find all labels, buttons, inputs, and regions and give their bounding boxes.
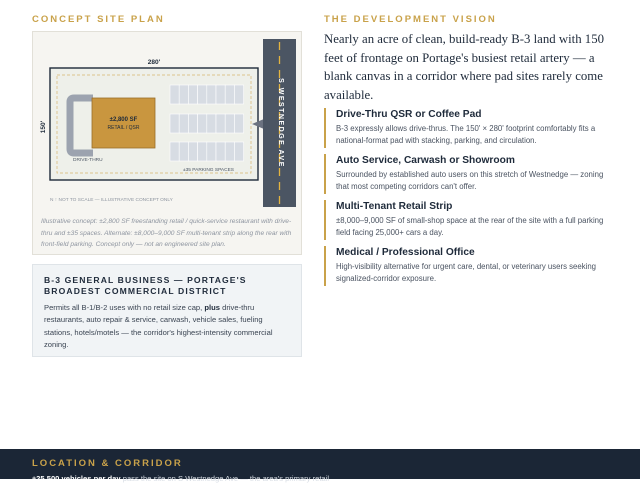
use-desc: ±8,000–9,000 SF of small-shop space at the rear of the site with a full parking field facing 25,000+ cars a day. [336, 216, 604, 238]
parking-stall [179, 142, 188, 161]
parking-stall [234, 142, 243, 161]
use-desc: Surrounded by established auto users on this stretch of Westnedge — zoning that most competing corridors can't offer. [336, 170, 604, 192]
use-item-retail-strip [324, 200, 614, 240]
location-section [0, 449, 640, 483]
parking-stall [188, 114, 197, 133]
building-footprint [92, 98, 155, 148]
parking-stall [179, 114, 188, 133]
parking-stall [179, 85, 188, 104]
use-item-qsr [324, 108, 614, 148]
parking-label: ±35 PARKING SPACES [183, 168, 234, 173]
location-text-rest: pass the site on S Westnedge Ave — the area's primary retail [120, 474, 330, 483]
street-name: S WESTNEDGE AVE [277, 78, 284, 168]
parking-stall [225, 142, 234, 161]
parking-stall [225, 114, 234, 133]
zoning-body [44, 302, 290, 352]
zoning-title: B-3 GENERAL BUSINESS — PORTAGE'S BROADEST COMMERCIAL DISTRICT [44, 275, 247, 296]
use-item-auto [324, 154, 614, 194]
traffic-count: ±25,500 vehicles per day [32, 474, 121, 483]
use-title: Multi-Tenant Retail Strip [336, 201, 453, 212]
parking-stall [188, 142, 197, 161]
parking-stall [234, 114, 243, 133]
use-title: Auto Service, Carwash or Showroom [336, 155, 515, 166]
use-title: Medical / Professional Office [336, 247, 475, 258]
zoning-body-post: drive-thru restaurants, auto repair & service, carwash, vehicle sales, fueling stations, hotels/motels — the corridor's highest-intensity commercial zoning. [44, 303, 273, 350]
parking-stall [216, 142, 225, 161]
parking-stall [234, 85, 243, 104]
site-plan-card [32, 31, 302, 255]
vision-eyebrow: THE DEVELOPMENT VISION [324, 14, 497, 25]
parking-stall [198, 114, 207, 133]
use-desc: B-3 expressly allows drive-thrus. The 150' × 280' footprint comfortably fits a national-format pad with stacking, parking, and circulation. [336, 124, 596, 146]
location-eyebrow: LOCATION & CORRIDOR [32, 458, 183, 469]
parking-stall [216, 114, 225, 133]
parking-stall [225, 85, 234, 104]
parking-stall [170, 142, 179, 161]
use-desc: High-visibility alternative for urgent care, dental, or veterinary users seeking signalized-corridor exposure. [336, 262, 597, 284]
parking-stall [170, 85, 179, 104]
parking-stall [170, 114, 179, 133]
parking-field [170, 85, 244, 161]
parking-stall [198, 142, 207, 161]
zoning-body-pre: Permits all B-1/B-2 uses with no retail size cap, [44, 303, 205, 312]
vision-intro: Nearly an acre of clean, build-ready B-3 land with 150 feet of frontage on Portage's busiest retail artery — a blank canvas in a corridor where pad sites rarely come available. [324, 32, 605, 102]
parking-stall [188, 85, 197, 104]
use-title: Drive-Thru QSR or Coffee Pad [336, 109, 482, 120]
parking-stall [198, 85, 207, 104]
site-plan-eyebrow: CONCEPT SITE PLAN [32, 14, 165, 25]
building-use: RETAIL / QSR [107, 125, 140, 131]
scale-note: N ↑ NOT TO SCALE — ILLUSTRATIVE CONCEPT ONLY [50, 198, 173, 203]
parking-stall [216, 85, 225, 104]
building-area: ±2,800 SF [109, 117, 138, 123]
zoning-card [32, 264, 302, 357]
parking-stall [207, 85, 216, 104]
parking-stall [207, 114, 216, 133]
zoning-body-bold: plus [204, 303, 220, 312]
depth-dimension: 150' [40, 120, 47, 134]
frontage-dimension: 280' [147, 59, 161, 66]
use-item-medical [324, 246, 614, 286]
drive-thru-label: DRIVE-THRU [73, 158, 103, 163]
parking-stall [207, 142, 216, 161]
site-plan-caption: Illustrative concept: ±2,800 SF freestanding retail / quick-service restaurant with drive-thru and ±35 spaces. Alternate: ±8,000–9,000 SF multi-tenant strip along the rear with front-field parking. Concept only — not an engineered site plan. [41, 218, 292, 248]
